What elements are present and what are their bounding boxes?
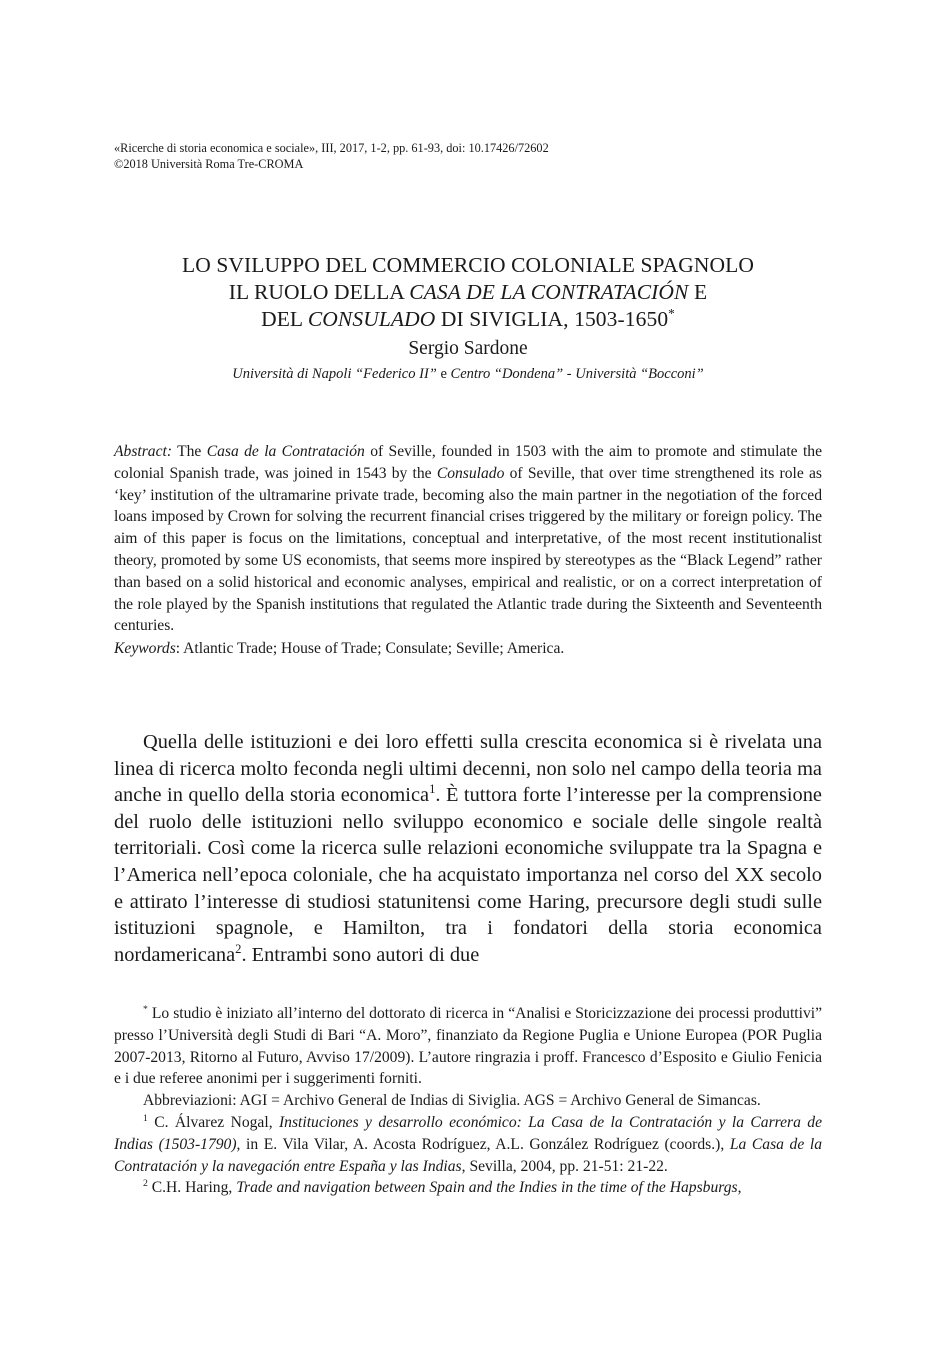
footnote-abbreviations: Abbreviazioni: AGI = Archivo General de Indias di Siviglia. AGS = Archivo General de Simancas. <box>143 1092 761 1110</box>
abstract-label: Abstract: <box>114 443 173 460</box>
footnote-text: Lo studio è iniziato all’interno del dottorato di ricerca in “Analisi e Storicizzazione dei processi produttivi” presso l’Università degli Studi di Bari “A. Moro”, finanziato da Regione Puglia e Unione Europea (POR Puglia 2007-2013, Ritorno al Futuro, Avviso 17/2009). L’autore ringrazia i proff. Francesco d’Esposito e Giulio Fenicia e i due referee anonimi per i suggerimenti forniti. <box>114 1005 822 1088</box>
footnote-italic: Trade and navigation between Spain and the Indies in the time of the Hapsburgs <box>236 1179 738 1197</box>
title-text: DI SIVIGLIA, 1503-1650 <box>435 307 669 331</box>
body-text-run: Quella delle istituzioni e dei loro effetti sulla crescita economica si è rivelata una linea di ricerca molto feconda negli ultimi decenni, non solo nel campo della teoria ma anche in quello della storia economica <box>114 731 822 807</box>
title-line-2 <box>114 279 822 306</box>
footnote-ref-1[interactable]: 1 <box>429 782 436 797</box>
footnote-2-marker: 2 <box>143 1178 148 1190</box>
body-text-run: . È tuttora forte l’interesse per la comprensione del ruolo delle istituzioni nello sviluppo economico e sociale delle singole realtà territoriali. Così come la ricerca sulle relazioni economiche sviluppate tra la Spagna e l’America nell’epoca coloniale, che ha acquistato importanza nel corso del XX secolo e attirato l’interesse di studiosi statunitensi come Haring, precursore degli studi sulle istituzioni spagnole, e Hamilton, tra i fondatori della storia economica nordamericana <box>114 784 822 966</box>
abstract-text: The <box>172 443 207 460</box>
title-italic: CASA DE LA CONTRATACIÓN <box>409 280 689 304</box>
author-affiliation <box>114 362 822 386</box>
footnote-text: , <box>737 1179 742 1197</box>
abstract-italic: Consulado <box>436 464 505 482</box>
journal-header <box>114 140 834 172</box>
body-paragraph <box>114 729 822 968</box>
keywords-label: Keywords <box>114 640 176 658</box>
author-name: Sergio Sardone <box>408 338 528 359</box>
title-text: E <box>688 280 708 304</box>
title-line-3 <box>114 306 822 333</box>
footnote-text: , Sevilla, 2004, pp. 21-51: 21-22. <box>461 1157 668 1175</box>
citation-line: «Ricerche di storia economica e sociale», III, 2017, 1-2, pp. 61-93, doi: 10.17426/72602 <box>114 141 549 155</box>
abstract-section <box>114 441 822 660</box>
affiliation-conjunction: e <box>436 366 451 382</box>
affiliation-part: Centro “Dondena” - Università “Bocconi” <box>450 366 704 382</box>
abstract-italic: Casa de la Contratación <box>206 443 365 460</box>
footnote-star-marker: * <box>143 1003 148 1015</box>
affiliation-part: Università di Napoli “Federico II” <box>232 366 437 382</box>
title-text: LO SVILUPPO DEL COMMERCIO COLONIALE SPAGNOLO <box>182 253 754 277</box>
footnote-ref-2[interactable]: 2 <box>235 941 242 956</box>
abstract-paragraph <box>114 441 822 637</box>
article-title-block <box>114 252 822 386</box>
body-text <box>114 729 822 968</box>
title-line-1 <box>114 252 822 279</box>
footnote-italic: Instituciones y desarrollo económico: La Casa de la Contratación y la Carrera de Indias (1503-1790) <box>114 1113 823 1153</box>
title-footnote-marker[interactable]: * <box>668 305 675 321</box>
footnote-2 <box>114 1177 822 1199</box>
copyright-line: ©2018 Università Roma Tre-CROMA <box>114 157 304 171</box>
footnote-1 <box>114 1112 822 1177</box>
footnotes-section <box>114 1003 822 1199</box>
footnote-text: , in E. Vila Vilar, A. Acosta Rodríguez, A.L. González Rodríguez (coords.), <box>236 1135 730 1153</box>
footnote-text: C.H. Haring, <box>147 1179 237 1197</box>
footnote-italic: La Casa de la Contratación y la navegación entre España y las Indias <box>114 1135 823 1175</box>
keywords-paragraph <box>114 638 822 660</box>
footnote-text: C. Álvarez Nogal, <box>147 1113 279 1131</box>
abstract-text: of Seville, founded in 1503 with the aim to promote and stimulate the colonial Spanish trade, was joined in 1543 by the <box>114 443 823 482</box>
title-italic: CONSULADO <box>307 307 436 331</box>
footnote-1-marker: 1 <box>143 1112 148 1124</box>
title-text: DEL <box>261 307 308 331</box>
abstract-text: of Seville, that over time strengthened its role as ‘key’ institution of the ultramarine private trade, becoming also the main partner in the negotiation of the forced loans imposed by Crown for solving the recurrent financial crises triggered by the military or foreign policy. The aim of this paper is focus on the limitations, conceptual and interpretative, of the most recent institutionalist theory, promoted by some US economists, that seems more inspired by stereotypes as the “Black Legend” rather than based on a solid historical and economic analyses, empirical and realistic, or on a correct interpretation of the role played by the Spanish institutions that regulated the Atlantic trade during the Sixteenth and Seventeenth centuries. <box>114 464 822 635</box>
body-text-run: . Entrambi sono autori di due <box>241 943 480 966</box>
footnote-star <box>114 1003 822 1090</box>
keywords-text: : Atlantic Trade; House of Trade; Consulate; Seville; America. <box>175 640 565 658</box>
title-text: IL RUOLO DELLA <box>228 280 410 304</box>
